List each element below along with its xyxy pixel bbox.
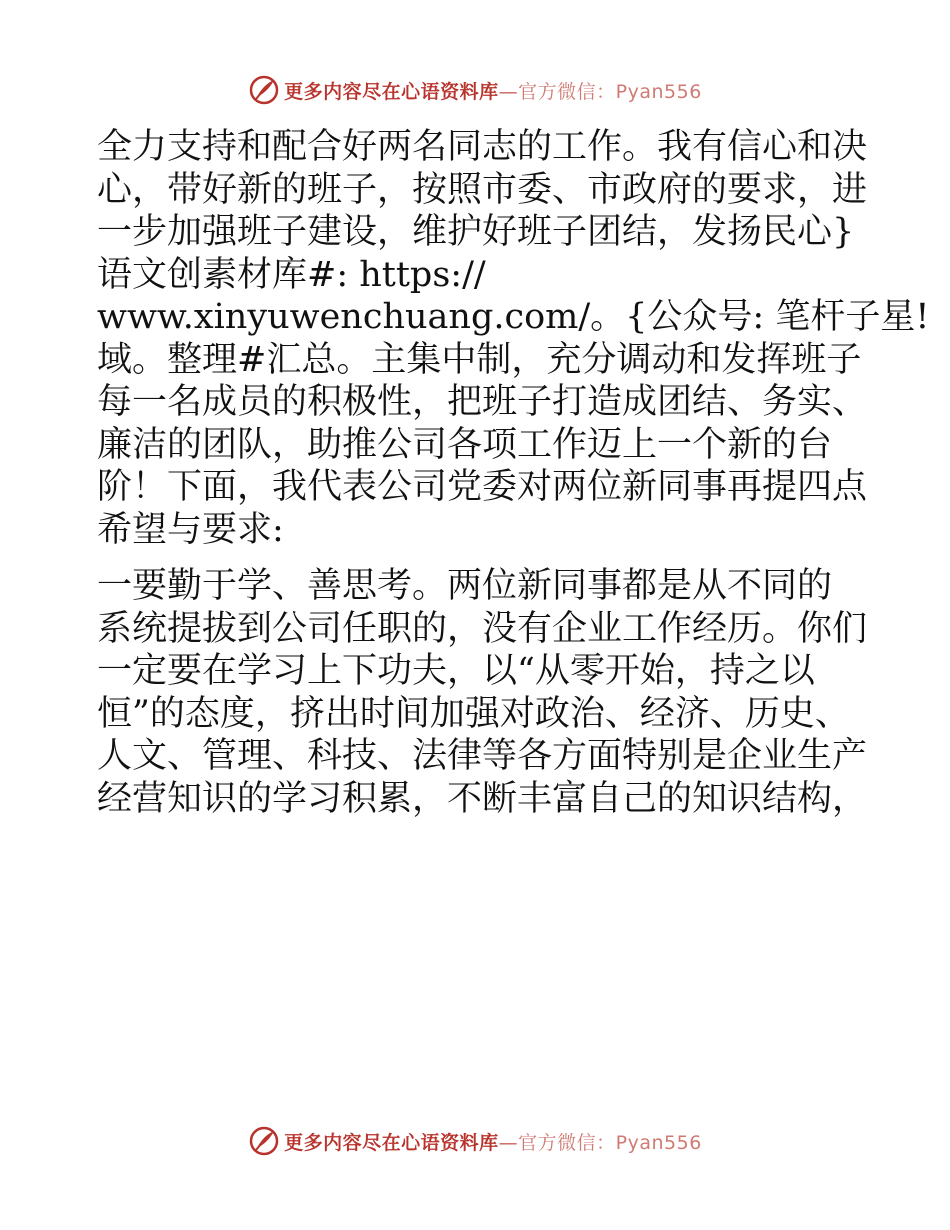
text-line: 系统提拔到公司任职的，没有企业工作经历。你们 <box>97 608 868 649</box>
watermark-separator: — <box>498 80 519 103</box>
text-line: 经营知识的学习积累，不断丰富自己的知识结构， <box>97 778 868 819</box>
watermark-contact: 官方微信：Pyan556 <box>518 1131 702 1154</box>
text-line: 廉洁的团队，助推公司各项工作迈上一个新的台 <box>97 424 833 465</box>
text-line: 希望与要求: <box>97 509 284 550</box>
text-line: 阶！下面，我代表公司党委对两位新同事再提四点 <box>97 467 868 507</box>
text-line: www.xinyuwenchuang.com/。{公众号: 笔杆子星! <box>97 297 930 337</box>
footer-watermark <box>0 1121 950 1161</box>
text-line: 域。整理#汇总。主集中制，充分调动和发挥班子 <box>97 339 862 380</box>
text-line: 恒”的态度，挤出时间加强对政治、经济、历史、 <box>97 693 850 734</box>
watermark-text <box>284 77 702 104</box>
text-line: 一定要在学习上下功夫，以“从零开始，持之以 <box>97 651 815 691</box>
text-line: 每一名成员的积极性，把班子打造成团结、务实、 <box>97 382 868 422</box>
watermark-text <box>284 1128 702 1155</box>
text-line: 一步加强班子建设，维护好班子团结，发扬民心} <box>97 212 855 252</box>
watermark-separator: — <box>498 1131 519 1154</box>
text-line: 全力支持和配合好两名同志的工作。我有信心和决 <box>97 127 868 167</box>
paragraph-2 <box>97 565 868 820</box>
text-line: 语文创素材库#: https:// <box>97 254 486 295</box>
watermark-main: 更多内容尽在心语资料库 <box>284 80 499 103</box>
paragraph-gap <box>97 551 857 565</box>
watermark-main: 更多内容尽在心语资料库 <box>284 1131 499 1154</box>
document-body <box>97 126 930 820</box>
paragraph-1 <box>97 126 930 551</box>
quill-logo-icon <box>248 1125 280 1157</box>
text-line: 人文、管理、科技、法律等各方面特别是企业生产 <box>97 736 868 776</box>
quill-logo-icon <box>248 74 280 106</box>
text-line: 一要勤于学、善思考。两位新同事都是从不同的 <box>97 566 833 606</box>
watermark-contact: 官方微信：Pyan556 <box>518 80 702 103</box>
text-line: 心，带好新的班子，按照市委、市政府的要求，进 <box>97 169 868 210</box>
header-watermark <box>0 70 950 110</box>
